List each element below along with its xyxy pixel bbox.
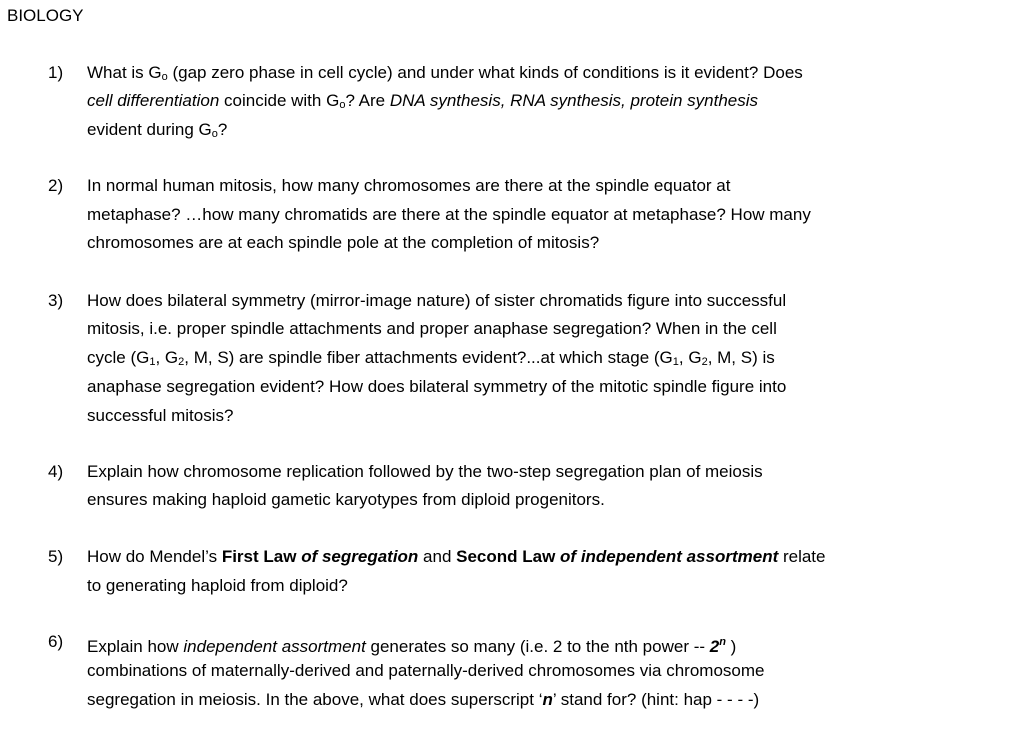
text-segment: How do Mendel’s <box>87 547 222 566</box>
question-text-line <box>87 572 348 600</box>
text-segment: and <box>418 547 457 566</box>
question-text-line <box>87 229 599 257</box>
question-text-line <box>87 657 764 685</box>
text-segment: , M, S) are spindle fiber attachments evident?...at which stage (G <box>184 348 673 367</box>
question-text-line <box>87 287 786 315</box>
text-segment: successful mitosis? <box>87 406 234 425</box>
text-segment: independent assortment <box>183 637 366 656</box>
text-segment: generates so many (i.e. 2 to the nth power -- <box>365 637 710 656</box>
text-segment: o <box>161 71 168 83</box>
text-segment: In normal human mitosis, how many chromosomes are there at the spindle equator at <box>87 176 731 195</box>
text-segment: mitosis, i.e. proper spindle attachments and proper anaphase segregation? When in the cell <box>87 319 777 338</box>
question-text-line <box>87 402 233 430</box>
text-segment: Explain how <box>87 637 184 656</box>
text-segment: , G <box>155 348 179 367</box>
question-text-line <box>87 486 605 514</box>
text-segment: o <box>211 128 218 140</box>
document-title: BIOLOGY <box>7 6 84 25</box>
text-segment: , G <box>678 348 702 367</box>
question-number: 1) <box>48 63 64 82</box>
question-text-line <box>87 344 775 376</box>
text-segment: chromosomes are at each spindle pole at the completion of mitosis? <box>87 233 600 252</box>
text-segment: DNA synthesis, RNA synthesis, protein synthesis <box>389 91 759 110</box>
question-number: 2) <box>48 176 64 195</box>
question-text-line <box>87 543 825 571</box>
question-number: 3) <box>48 291 64 310</box>
text-segment: 2 <box>178 356 185 368</box>
text-segment: anaphase segregation evident? How does bilateral symmetry of the mitotic spindle figure into <box>87 377 787 396</box>
text-segment: segregation in meiosis. In the above, what does superscript ‘ <box>87 690 543 709</box>
question-number: 5) <box>48 547 64 566</box>
text-segment: evident during G <box>87 120 212 139</box>
text-segment: , M, S) is <box>707 348 775 367</box>
text-segment: ’ stand for? (hint: hap - - - -) <box>552 690 760 709</box>
text-segment: to generating haploid from diploid? <box>87 576 348 595</box>
text-segment: 2 <box>701 356 708 368</box>
text-segment: (gap zero phase in cell cycle) and under what kinds of conditions is it evident? Does <box>167 63 803 82</box>
text-segment: What is G <box>87 63 162 82</box>
text-segment: 1 <box>149 356 156 368</box>
question-text-line <box>87 686 759 714</box>
text-segment: cycle (G <box>87 348 150 367</box>
question-number: 6) <box>48 632 64 651</box>
text-segment: ? Are <box>345 91 390 110</box>
text-segment: coincide with G <box>219 91 340 110</box>
question-text-line <box>87 201 811 229</box>
text-segment: o <box>339 99 346 111</box>
question-number: 4) <box>48 462 64 481</box>
question-text-line <box>87 373 786 401</box>
text-segment: ? <box>217 120 228 139</box>
text-segment: 2 <box>709 637 720 656</box>
text-segment: Explain how chromosome replication followed by the two-step segregation plan of meiosis <box>87 462 763 481</box>
question-text-line <box>87 315 777 343</box>
text-segment: of segregation <box>301 547 419 566</box>
text-segment: cell differentiation <box>87 91 220 110</box>
question-text-line <box>87 87 758 119</box>
text-segment: Second Law <box>456 547 561 566</box>
text-segment: ) <box>725 637 737 656</box>
text-segment: How does bilateral symmetry (mirror-image nature) of sister chromatids figure into successful <box>87 291 787 310</box>
text-segment: combinations of maternally-derived and paternally-derived chromosomes via chromosome <box>87 661 765 680</box>
question-text-line <box>87 116 227 148</box>
text-segment: n <box>542 690 553 709</box>
question-text-line <box>87 458 763 486</box>
text-segment: metaphase? …how many chromatids are there at the spindle equator at metaphase? How many <box>87 205 811 224</box>
text-segment: n <box>719 636 726 648</box>
text-segment: of independent assortment <box>560 547 779 566</box>
text-segment: First Law <box>221 547 302 566</box>
text-segment: relate <box>778 547 826 566</box>
text-segment: 1 <box>672 356 679 368</box>
question-text-line <box>87 172 731 200</box>
text-segment: ensures making haploid gametic karyotypes from diploid progenitors. <box>87 490 605 509</box>
